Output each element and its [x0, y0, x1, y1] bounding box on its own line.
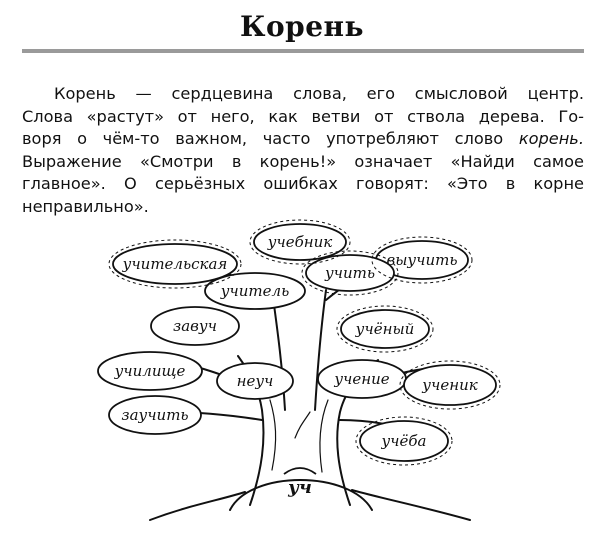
tree-word-uchenie: учение	[334, 370, 390, 388]
tree-word-uchilishche: училище	[114, 362, 186, 380]
tree-ground-left	[150, 492, 245, 520]
paragraph-line-6: неправильно».	[22, 196, 149, 216]
page-title: Корень	[239, 10, 365, 43]
tree-word-zavuch: завуч	[173, 317, 217, 335]
paragraph-line-2: Слова «растут» от него, как ветви от ствола дерева. Го-	[22, 106, 584, 126]
paragraph-line-3-text: воря о чём-то важном, часто употребляют слово	[22, 129, 519, 148]
paragraph-line-1: Корень — сердцевина слова, его смысловой центр.	[54, 84, 584, 103]
tree-word-uchenik: ученик	[422, 376, 478, 394]
italic-word-koren: корень.	[518, 129, 584, 148]
tree-word-uchitel: учитель	[220, 282, 290, 300]
root-arc-mark	[284, 468, 316, 474]
tree-word-zauchit: заучить	[121, 406, 189, 424]
tree-word-uchit: учить	[324, 264, 376, 282]
tree-word-uchitelskaya: учительская	[122, 255, 228, 273]
tree-word-vyuchit: выучить	[386, 251, 458, 269]
paragraph-line-5: главное». О серьёзных ошибках говорят: «Это в корне	[22, 174, 584, 193]
tree-word-uchebnik: учебник	[267, 233, 333, 251]
tree-word-neuch: неуч	[236, 372, 274, 390]
paragraph-line-4: Выражение «Смотри в корень!» означает «Найди самое	[22, 151, 584, 171]
tree-word-uchenyi: учёный	[355, 320, 415, 338]
tree-word-ucheba: учёба	[381, 432, 427, 450]
tree-root-uch: уч	[288, 477, 312, 498]
